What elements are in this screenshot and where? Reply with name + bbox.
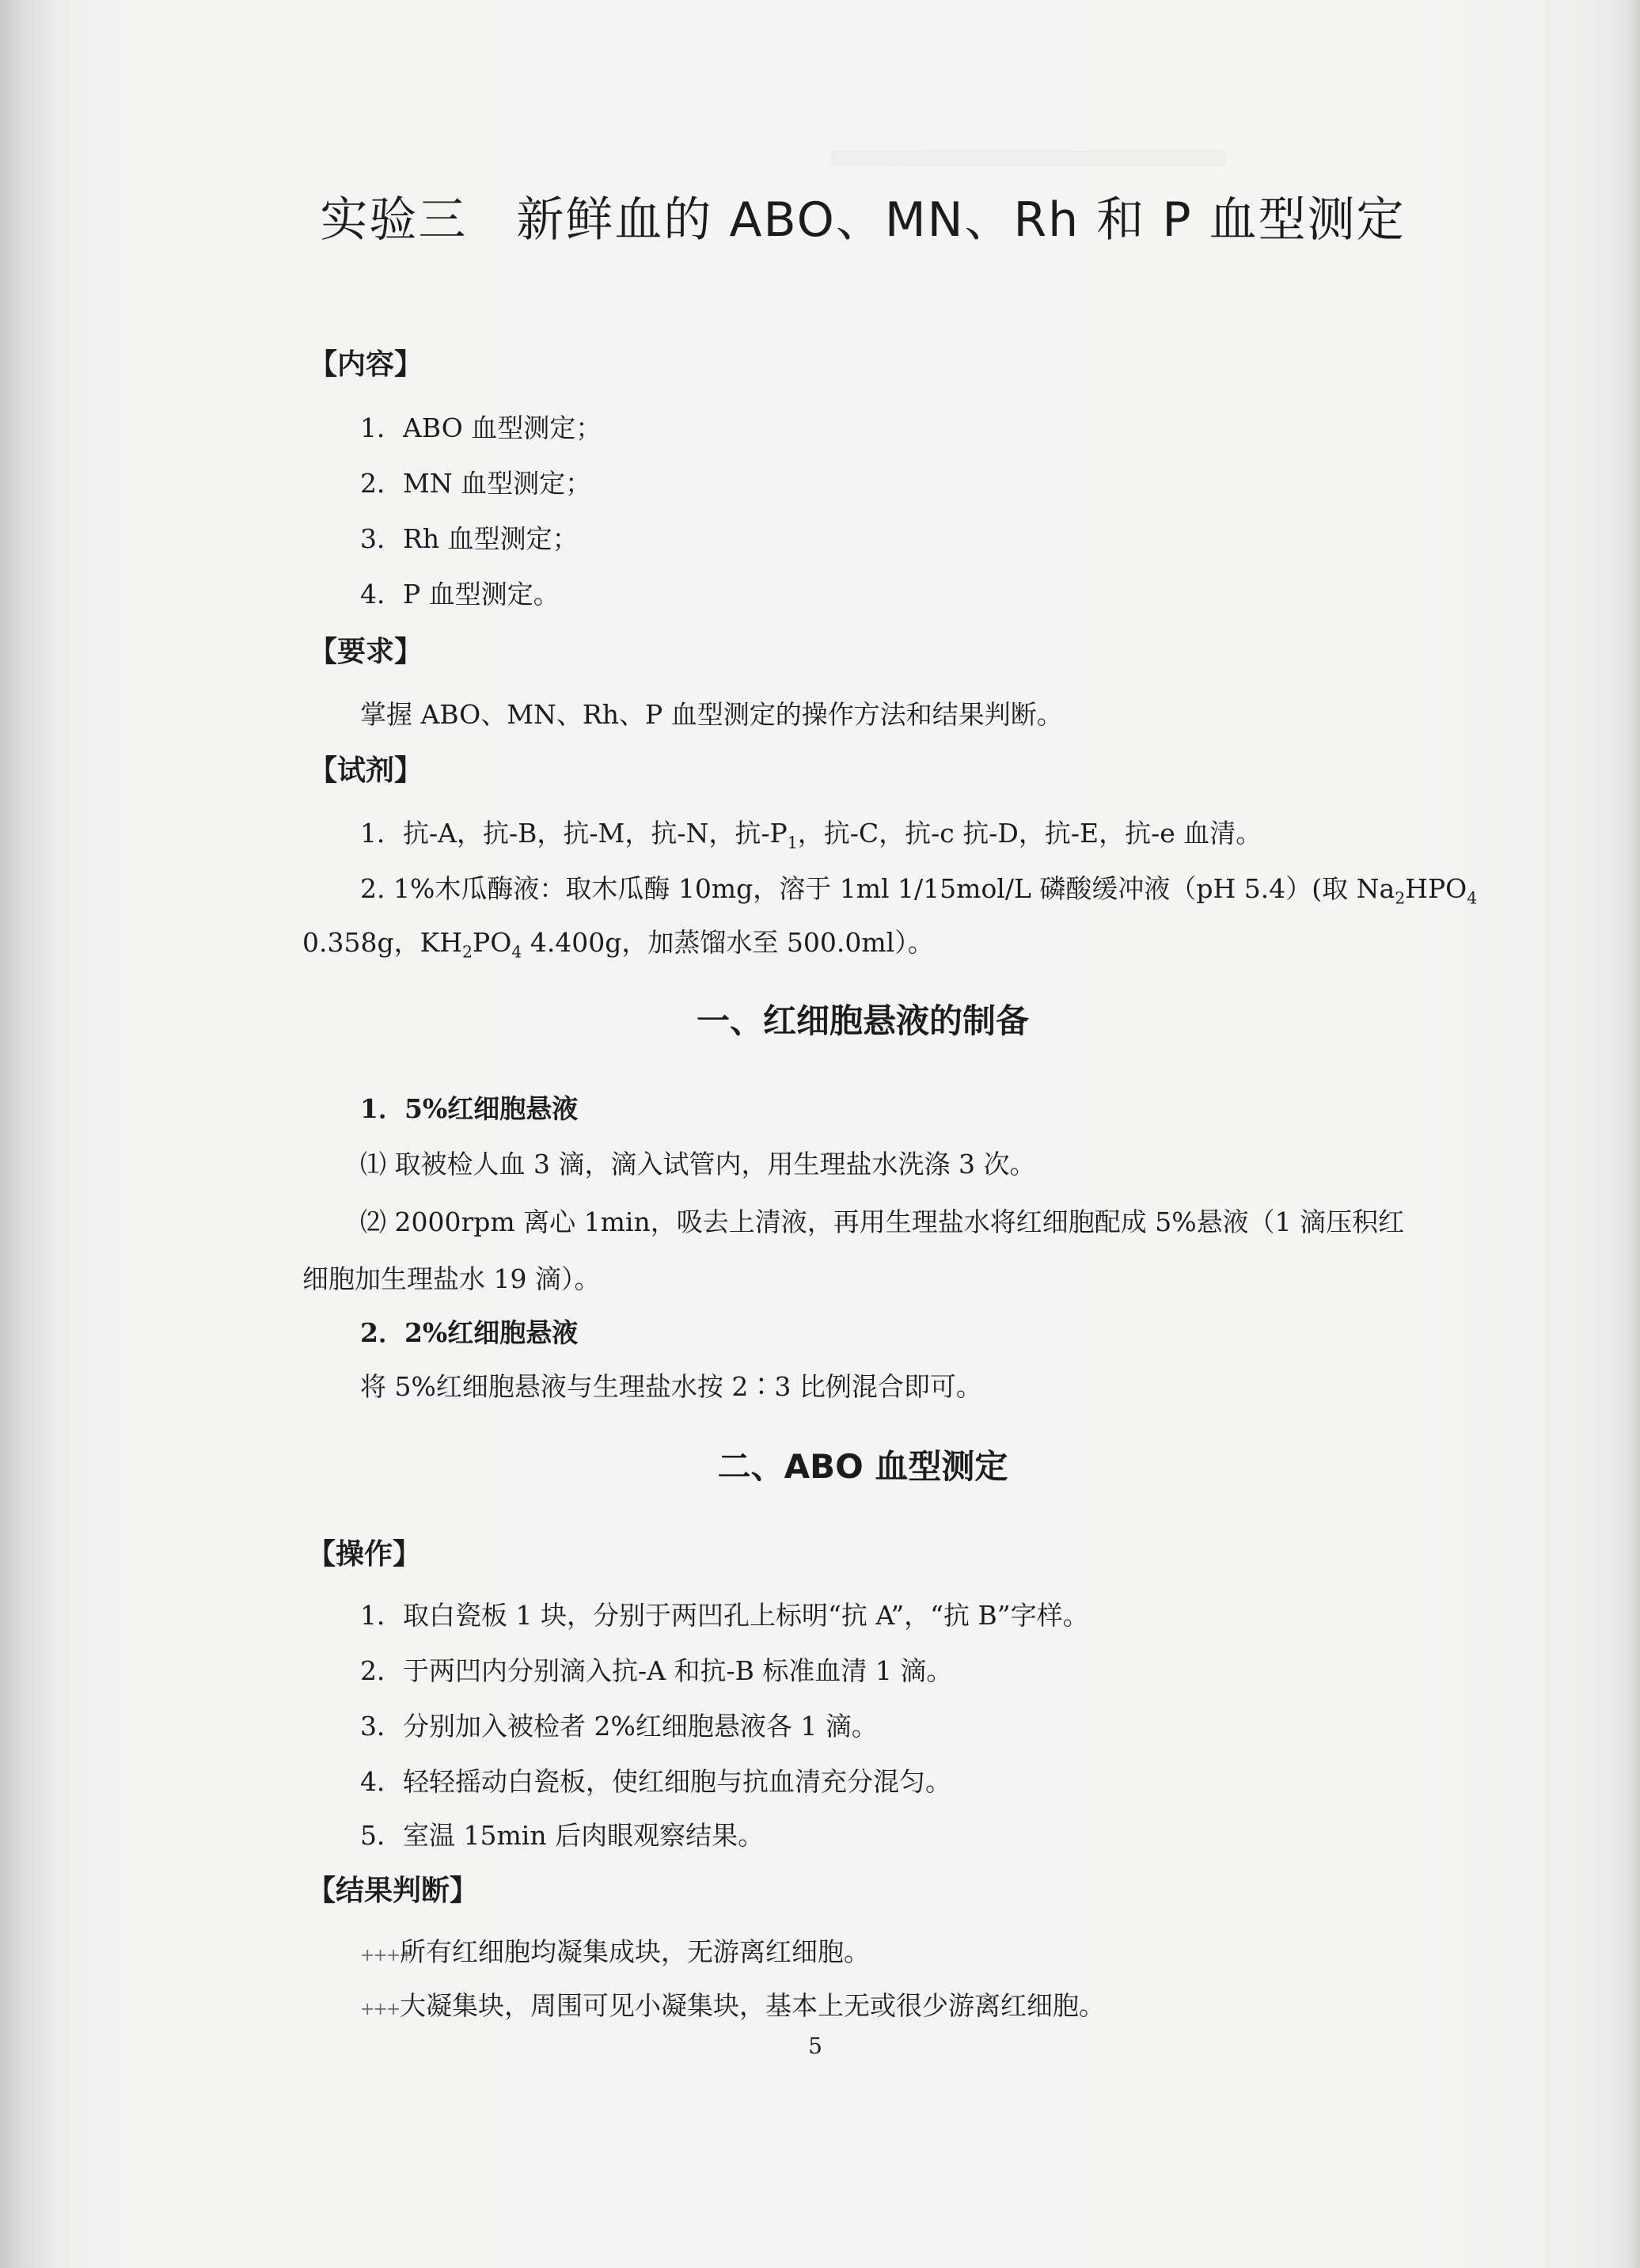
operation-step-3: 3．分别加入被检者 2%红细胞悬液各 1 滴。 [360,1711,878,1742]
reagent-3-sub-1: 2 [462,942,473,962]
reagent-1-sub: 1 [787,833,798,853]
part1-sub1-heading: 1．5%红细胞悬液 [360,1093,579,1124]
operation-step-1: 1．取白瓷板 1 块，分别于两凹孔上标明“抗 A”，“抗 B”字样。 [360,1600,1089,1631]
part1-sub1-line3: 细胞加生理盐水 19 滴）。 [302,1263,601,1294]
operation-step-5: 5．室温 15min 后肉眼观察结果。 [360,1820,765,1851]
result-1-text: 所有红细胞均凝集成块，无游离红细胞。 [400,1936,870,1967]
requirements-text: 掌握 ABO、MN、Rh、P 血型测定的操作方法和结果判断。 [360,699,1063,730]
reagent-3-sub-2: 4 [511,942,522,962]
result-2-mark: +++ [360,2000,400,2019]
result-item-1 [360,1932,870,1969]
reagent-1-text-b: ，抗-C，抗-c 抗-D，抗-E，抗-e 血清。 [797,818,1262,849]
content-label: 【内容】 [309,348,423,381]
bleed-through [831,150,1227,166]
content-item-4: 4．P 血型测定。 [360,579,560,610]
result-label: 【结果判断】 [307,1875,479,1907]
reagents-label: 【试剂】 [309,754,423,787]
result-1-mark: ++++ [360,1946,412,1966]
reagent-item-2 [360,868,1477,908]
page-title: 实验三 新鲜血的 ABO、MN、Rh 和 P 血型测定 [320,192,1406,248]
requirements-label: 【要求】 [309,636,423,668]
part1-sub1-line1: ⑴ 取被检人血 3 滴，滴入试管内，用生理盐水洗涤 3 次。 [360,1149,1036,1180]
page-number: 5 [808,2033,822,2059]
part1-sub2-line1: 将 5%红细胞悬液与生理盐水按 2∶3 比例混合即可。 [360,1371,982,1402]
content-item-2: 2．MN 血型测定； [360,468,592,499]
result-item-2 [360,1985,1105,2023]
part1-sub2-heading: 2．2%红细胞悬液 [360,1317,579,1348]
operation-label: 【操作】 [307,1538,422,1571]
operation-step-4: 4．轻轻摇动白瓷板，使红细胞与抗血清充分混匀。 [360,1766,951,1797]
reagent-3-text-b: PO [473,927,512,958]
content-item-3: 3．Rh 血型测定； [360,523,579,554]
part2-heading: 二、ABO 血型测定 [717,1447,1008,1486]
spine-shadow [0,0,55,2268]
reagent-2-sub-2: 4 [1467,888,1478,908]
part1-sub1-line2: ⑵ 2000rpm 离心 1min，吸去上清液，再用生理盐水将红细胞配成 5%悬液（1 滴压积红 [360,1206,1405,1237]
part1-heading: 一、红细胞悬液的制备 [696,1001,1029,1040]
reagent-item-1 [360,813,1262,853]
content-item-1: 1．ABO 血型测定； [360,412,602,443]
reagent-3-text-a: 0.358g，KH [302,927,463,958]
operation-step-2: 2．于两凹内分别滴入抗-A 和抗-B 标准血清 1 滴。 [360,1655,953,1686]
reagent-2-sub-1: 2 [1395,888,1406,908]
reagent-3-text-c: 4.400g，加蒸馏水至 500.0ml）。 [522,927,934,958]
reagent-2-text-b: HPO [1405,873,1467,904]
reagent-1-text-a: 1．抗-A，抗-B，抗-M，抗-N，抗-P [360,818,788,849]
result-2-text: 大凝集块，周围可见小凝集块，基本上无或很少游离红细胞。 [400,1990,1105,2021]
page-edge [1608,0,1640,2268]
reagent-item-2-cont [302,922,934,962]
reagent-2-text-a: 2. 1%木瓜酶液：取木瓜酶 10mg，溶于 1ml 1/15mol/L 磷酸缓冲液（pH 5.4）(取 Na [360,873,1395,904]
